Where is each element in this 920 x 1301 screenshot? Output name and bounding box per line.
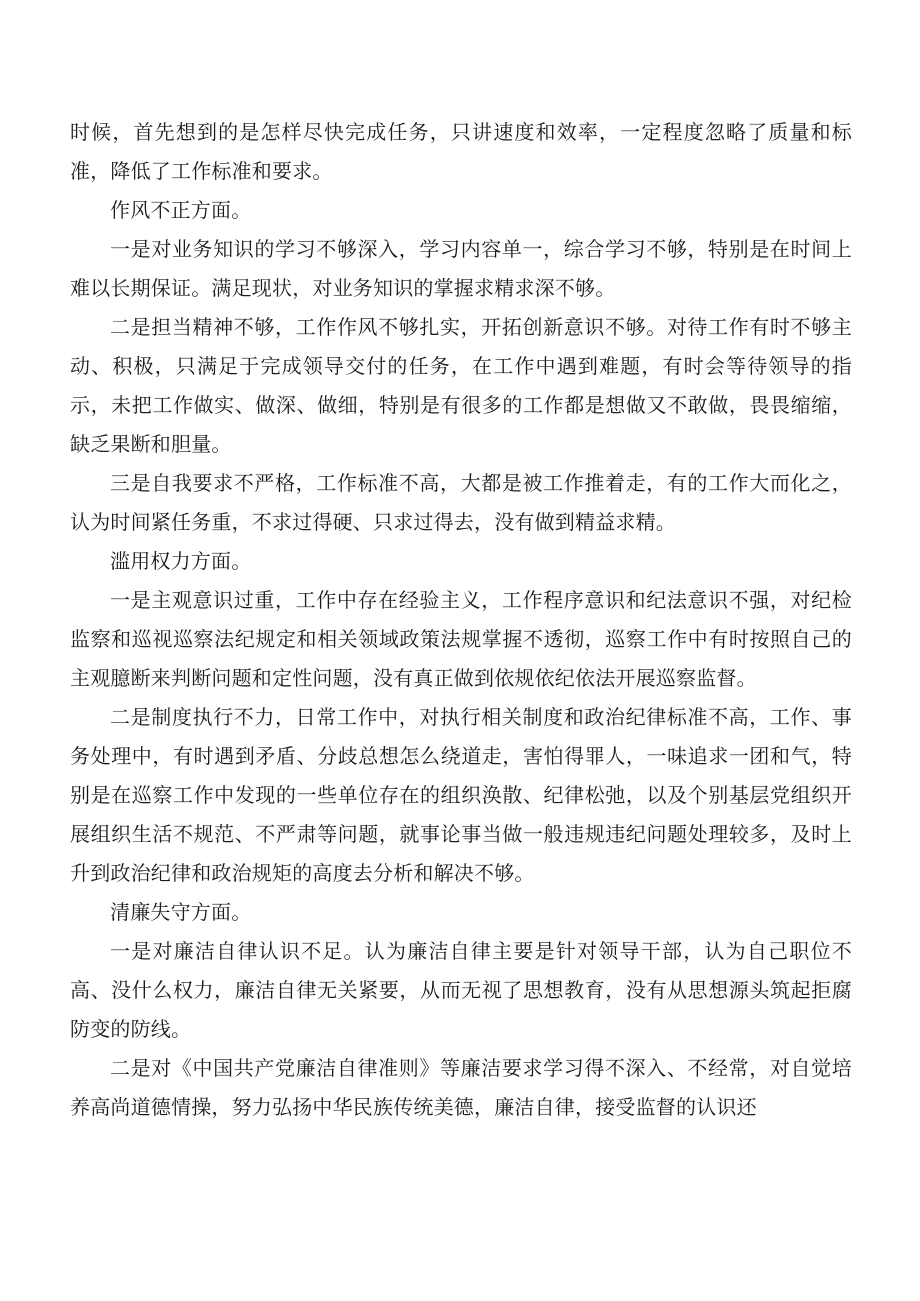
- paragraph-power-1: 一是主观意识过重，工作中存在经验主义，工作程序意识和纪法意识不强，对纪检监察和巡视巡察法纪规定和相关领域政策法规掌握不透彻，巡察工作中有时按照自己的主观臆断来判断问题和定性问题，没有真正做到依规依纪依法开展巡察监督。: [70, 588, 852, 690]
- paragraph-continued: 时候，首先想到的是怎样尽快完成任务，只讲速度和效率，一定程度忽略了质量和标准，降低了工作标准和要求。: [70, 120, 852, 183]
- section-heading-power: 滥用权力方面。: [110, 549, 252, 573]
- paragraph-style-2: 二是担当精神不够，工作作风不够扎实，开拓创新意识不够。对待工作有时不够主动、积极，只满足于完成领导交付的任务，在工作中遇到难题，有时会等待领导的指示，未把工作做实、做深、做细，特别是有很多的工作都是想做又不敢做，畏畏缩缩，缺乏果断和胆量。: [70, 315, 852, 456]
- paragraph-style-1: 一是对业务知识的学习不够深入，学习内容单一，综合学习不够，特别是在时间上难以长期保证。满足现状，对业务知识的掌握求精求深不够。: [70, 237, 852, 300]
- section-heading-style: 作风不正方面。: [110, 198, 252, 222]
- paragraph-integrity-2: 二是对《中国共产党廉洁自律准则》等廉洁要求学习得不深入、不经常，对自觉培养高尚道德情操，努力弘扬中华民族传统美德，廉洁自律，接受监督的认识还: [70, 1056, 852, 1119]
- document-page: [70, 113, 852, 1127]
- section-heading-integrity: 清廉失守方面。: [110, 900, 252, 924]
- paragraph-power-2: 二是制度执行不力，日常工作中，对执行相关制度和政治纪律标准不高，工作、事务处理中，有时遇到矛盾、分歧总想怎么绕道走，害怕得罪人，一味追求一团和气，特别是在巡察工作中发现的一些单位存在的组织涣散、纪律松弛，以及个别基层党组织开展组织生活不规范、不严肃等问题，就事论事当做一般违规违纪问题处理较多，及时上升到政治纪律和政治规矩的高度去分析和解决不够。: [70, 705, 852, 885]
- paragraph-integrity-1: 一是对廉洁自律认识不足。认为廉洁自律主要是针对领导干部，认为自己职位不高、没什么权力，廉洁自律无关紧要，从而无视了思想教育，没有从思想源头筑起拒腐防变的防线。: [70, 939, 852, 1041]
- paragraph-style-3: 三是自我要求不严格，工作标准不高，大都是被工作推着走，有的工作大而化之，认为时间紧任务重，不求过得硬、只求过得去，没有做到精益求精。: [70, 471, 852, 534]
